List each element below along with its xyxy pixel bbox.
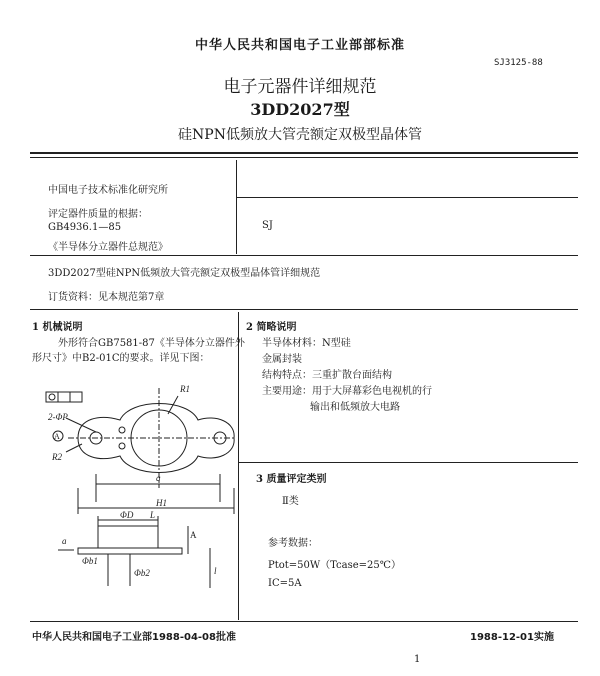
r2-label: R2 — [52, 452, 62, 462]
dim-l-label: l — [214, 566, 217, 576]
institute: 中国电子技术标准化研究所 — [48, 185, 168, 196]
pin-2 — [119, 443, 125, 449]
phi-b2-label: Φb2 — [134, 568, 150, 578]
usage: 主要用途：用于大屏幕彩色电视机的行 — [262, 386, 432, 397]
page-number: 1 — [414, 654, 421, 665]
phi-b1-label: Φb1 — [82, 556, 98, 566]
info-rule-2 — [30, 309, 578, 310]
a-label: A — [190, 530, 197, 540]
basis-name: 《半导体分立器件总规范》 — [48, 242, 168, 253]
phi-d-label: ΦD — [120, 510, 134, 520]
info-rule — [30, 255, 578, 256]
section-2-heading: 2 简略说明 — [246, 322, 297, 333]
l-label: L — [150, 510, 156, 520]
ordering-info: 订货资料：见本规范第7章 — [48, 292, 165, 303]
pin — [119, 427, 125, 433]
header-rule-2 — [30, 157, 578, 158]
footer-rule — [30, 621, 578, 622]
reference-label: 参考数据： — [268, 538, 318, 549]
spec-description: 3DD2027型硅NPN低频放大管壳额定双极型晶体管详细规范 — [48, 268, 321, 279]
a-dim-label: a — [62, 536, 67, 546]
header-rule — [30, 152, 578, 154]
info-divider — [236, 160, 237, 254]
section-1-text: 外形符合GB7581-87《半导体分立器件外 — [58, 338, 245, 349]
sj-label: SJ — [262, 220, 273, 231]
section-1-text-2: 形尺寸》中B2-01C的要求。详见下图： — [32, 353, 210, 364]
h1-label: H1 — [156, 498, 167, 508]
usage-2: 输出和低频放大电路 — [310, 402, 400, 413]
package: 金属封装 — [262, 354, 302, 365]
tolerance-frame — [46, 392, 82, 402]
approval-date: 中华人民共和国电子工业部1988-04-08批准 — [32, 632, 236, 643]
basis-label: 评定器件质量的根据： — [48, 209, 148, 220]
standard-org: 中华人民共和国电子工业部部标准 — [194, 38, 405, 53]
hole-label: 2-ΦP — [48, 412, 68, 422]
section-3-heading: 3 质量评定类别 — [256, 474, 327, 485]
ptot-value: Ptot=50W（Tcase=25℃） — [268, 560, 401, 571]
side-view-flange — [78, 548, 182, 554]
effective-date: 1988-12-01实施 — [470, 632, 554, 643]
r1-label: R1 — [180, 384, 190, 394]
side-view-cap — [98, 526, 158, 548]
body-divider — [238, 312, 239, 620]
ic-value: IC=5A — [268, 578, 302, 589]
package-outline-drawing — [38, 378, 236, 616]
standard-number: SJ3125-88 — [494, 58, 543, 68]
structure: 结构特点：三重扩散台面结构 — [262, 370, 392, 381]
right-rule — [238, 462, 578, 463]
datum-a: A — [54, 432, 60, 441]
quality-category: Ⅱ类 — [282, 496, 299, 507]
section-1-heading: 1 机械说明 — [32, 322, 83, 333]
basis-standard: GB4936.1—85 — [48, 222, 122, 233]
doc-title: 电子元器件详细规范 — [223, 77, 377, 97]
doc-subtitle: 硅NPN低频放大管壳额定双极型晶体管 — [178, 127, 422, 143]
info-right-rule — [236, 197, 578, 198]
material: 半导体材料：N型硅 — [262, 338, 351, 349]
model-number: 3DD2027型 — [250, 100, 350, 119]
q-label: q — [156, 473, 161, 483]
